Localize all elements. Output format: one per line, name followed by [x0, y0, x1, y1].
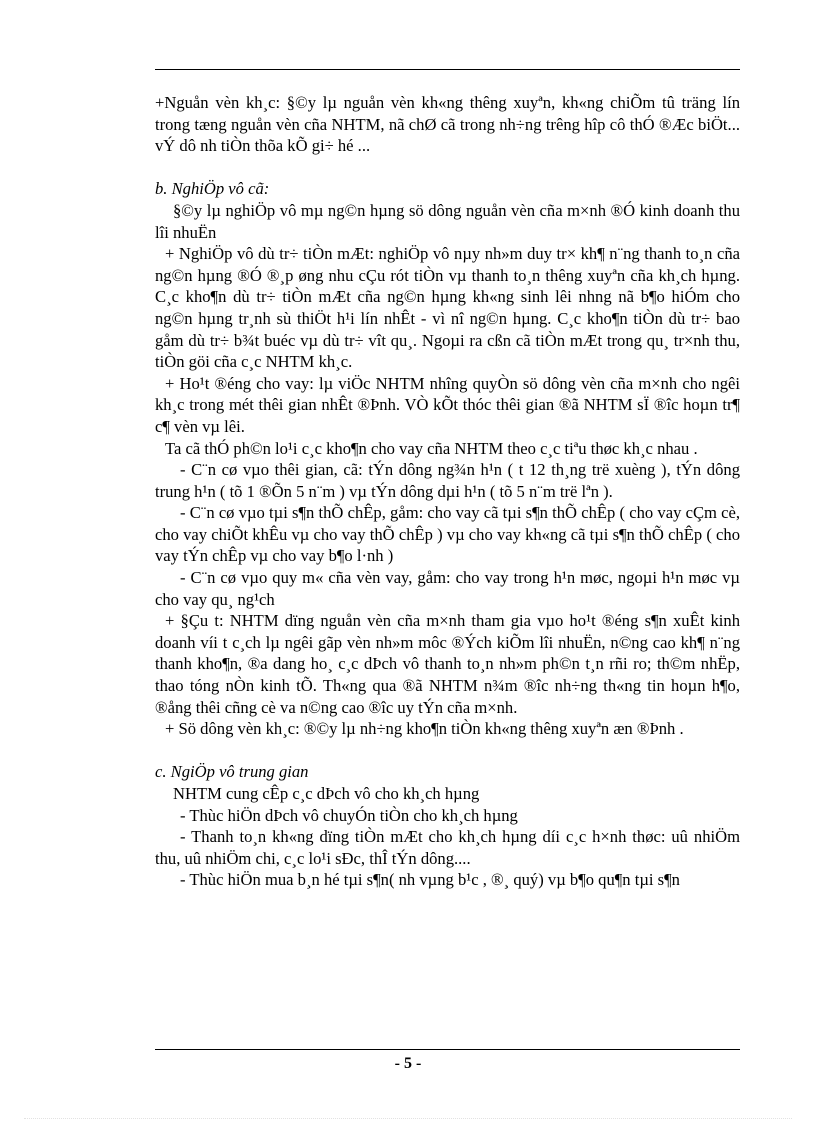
spacer — [155, 157, 740, 179]
paragraph-money-transfer: - Thùc hiÖn dÞch vô chuyÓn tiÒn cho kh¸ch hµng — [180, 805, 518, 825]
paragraph-asset-custody: - Thùc hiÖn mua b¸n hé tµi s¶n( nh vµng b¹c , ®¸ quý) vµ b¶o qu¶n tµi s¶n — [180, 870, 680, 890]
paragraph-other-sources: +Nguån vèn kh¸c: §©y lµ nguån vèn kh«ng thêng xuyªn, kh«ng chiÕm tû träng lín trong tæng nguån vèn cña NHTM, nã chØ cã trong nh÷ng trêng hîp cô thÓ ®Æc biÖt... vÝ dô nh tiÒn thõa kÕ gi÷ hé ... — [155, 93, 740, 156]
paragraph-loan-classification: Ta cã thÓ ph©n lo¹i c¸c kho¶n cho vay cña NHTM theo c¸c tiªu thøc kh¸c nhau . — [165, 438, 698, 458]
paragraph-other-uses: + Sö dông vèn kh¸c: ®©y lµ nh÷ng kho¶n tiÒn kh«ng thêng xuyªn æn ®Þnh . — [165, 719, 684, 739]
footer-rule — [155, 1049, 740, 1050]
header-rule — [155, 69, 740, 70]
paragraph-investment: + §Çu t: NHTM dïng nguån vèn cña m×nh tham gia vµo ho¹t ®éng s¶n xuÊt kinh doanh víi t c¸ch lµ ngêi gãp vèn nh»m môc ®Ých kiÕm lîi nhuËn, n©ng cao kh¶ n¨ng thanh kho¶n, ®a dang ho¸ c¸c dÞch vô thanh to¸n nh»m ph©n t¸n rñi ro; th©m nhËp, thao tóng nÒn kinh tÕ. Th«ng qua ®ã NHTM n¾m ®îc nh÷ng th«ng tin hoµn h¶o, ®ång thêi cñng cè va n©ng cao ®îc uy tÝn cña m×nh. — [155, 611, 740, 717]
paragraph-by-term: - C¨n cø vµo thêi gian, cã: tÝn dông ng¾n h¹n ( t 12 th¸ng trë xuèng ), tÝn dông trung h¹n ( tõ 1 ®Õn 5 n¨m ) vµ tÝn dông dµi h¹n ( tõ 5 n¨m trë lªn ). — [155, 460, 740, 501]
paragraph-cash-reserve: + NghiÖp vô dù tr÷ tiÒn mÆt: nghiÖp vô nµy nh»m duy tr× kh¶ n¨ng thanh to¸n cña ng©n hµng ®Ó ®¸p øng nhu cÇu rót tiÒn vµ thanh to¸n thêng xuyªn cña kh¸ch hµng. C¸c kho¶n dù tr÷ tiÒn mÆt cña ng©n hµng kh«ng sinh lêi nhng nã b¶o hiÓm cho ng©n hµng tr¸nh sù thiÖt h¹i lín nhÊt - vì nî ng©n hµng. C¸c kho¶n tiÒn dù tr÷ bao gåm dù tr÷ b¾t buéc vµ dù tr÷ vît qu¸. Ngoµi ra cßn cã tiÒn mÆt trong qu¸ tr×nh thu, tiÒn göi cña c¸c NHTM kh¸c. — [155, 244, 740, 372]
paragraph-assets-definition: §©y lµ nghiÖp vô mµ ng©n hµng sö dông nguån vèn cña m×nh ®Ó kinh doanh thu lîi nhuËn — [155, 200, 740, 242]
paragraph-non-cash-payment: - Thanh to¸n kh«ng dïng tiÒn mÆt cho kh¸ch hµng díi c¸c h×nh thøc: uû nhiÖm thu, uû nhiÖm chi, c¸c lo¹i sÐc, thÎ tÝn dông.... — [155, 827, 740, 868]
paragraph-lending: + Ho¹t ®éng cho vay: lµ viÖc NHTM nhîng quyÒn sö dông vèn cña m×nh cho ngêi kh¸c trong mét thêi gian nhÊt ®Þnh. VÒ kÕt thóc thêi gian ®ã NHTM sÏ ®îc hoµn tr¶ c¶ vèn vµ lêi. — [155, 373, 740, 436]
paragraph-by-collateral: - C¨n cø vµo tµi s¶n thÕ chÊp, gåm: cho vay cã tµi s¶n thÕ chÊp ( cho vay cÇm cè, cho vay chiÕt khÊu vµ cho vay thÕ chÊp ) vµ cho vay kh«ng cã tµi s¶n thÕ chÊp ( cho vay tÝn chÊp vµ cho vay b¶o l·nh ) — [155, 503, 740, 566]
page-number: - 5 - — [394, 1055, 422, 1072]
page-edge-line — [24, 1118, 792, 1119]
page-body — [155, 92, 740, 891]
section-heading-assets: b. NghiÖp vô cã: — [155, 179, 270, 199]
paragraph-services: NHTM cung cÊp c¸c dÞch vô cho kh¸ch hµng — [173, 784, 480, 803]
spacer — [155, 740, 740, 762]
section-heading-intermediary: c. NgiÖp vô trung gian — [155, 762, 309, 782]
paragraph-by-size: - C¨n cø vµo quy m« cña vèn vay, gåm: cho vay trong h¹n møc, ngoµi h¹n møc vµ cho vay qu¸ ng¹ch — [155, 568, 740, 609]
